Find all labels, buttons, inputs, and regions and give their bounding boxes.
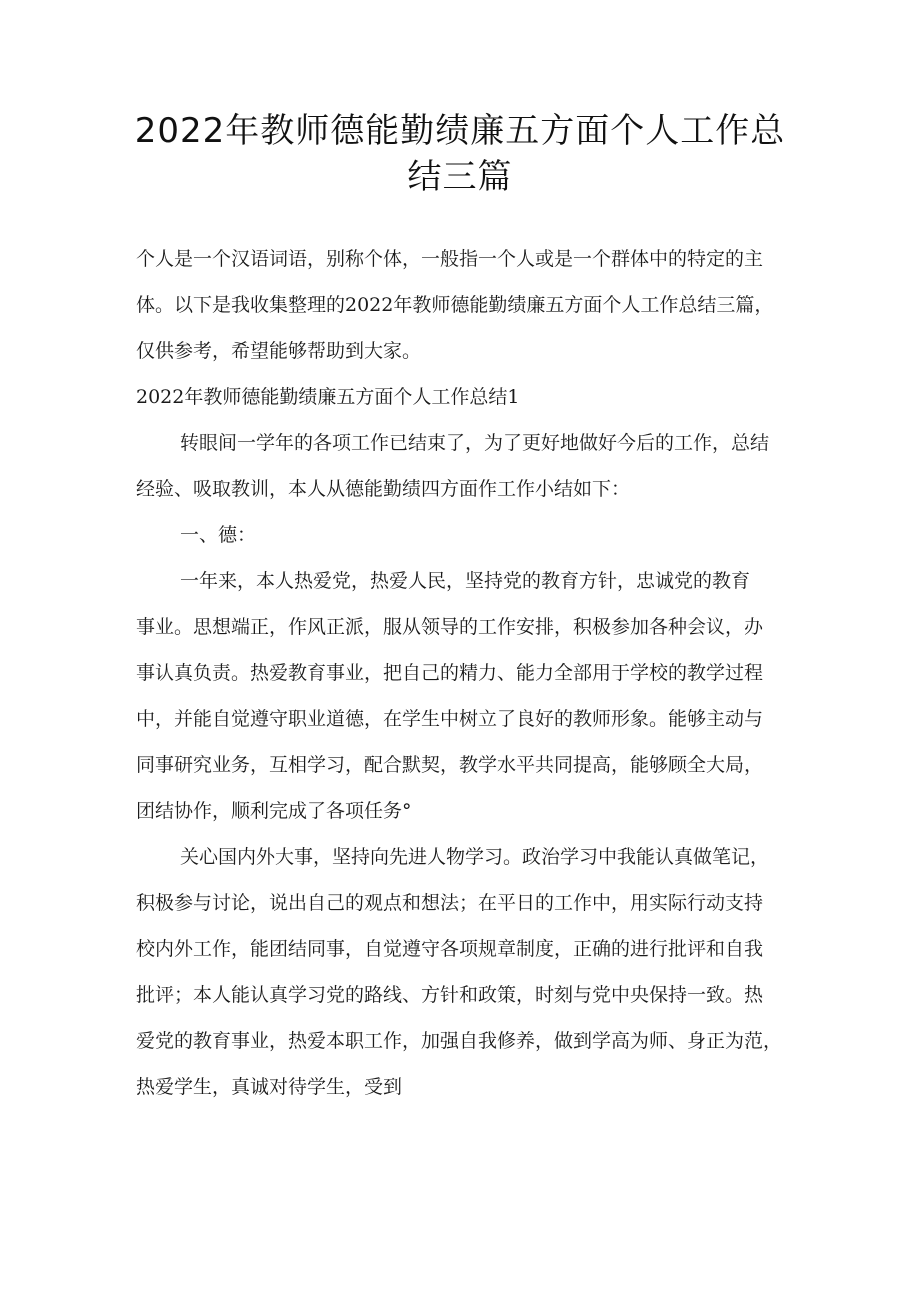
title-line: 结三篇	[407, 157, 513, 197]
paragraph-line: 经验、吸取教训，本人从德能勤绩四方面作工作小结如下：	[136, 478, 631, 500]
paragraph-line: 批评；本人能认真学习党的路线、方针和政策，时刻与党中央保持一致。热	[136, 984, 764, 1006]
paragraph-line: 转眼间一学年的各项工作已结束了，为了更好地做好今后的工作，总结	[180, 432, 770, 454]
paragraph-line: 积极参与讨论，说出自己的观点和想法；在平日的工作中，用实际行动支持	[136, 892, 764, 914]
paragraph-line: 校内外工作，能团结同事，自觉遵守各项规章制度，正确的进行批评和自我	[136, 938, 764, 960]
paragraph-line: 团结协作，顺利完成了各项任务°	[136, 800, 412, 822]
subheading: 一、德：	[180, 524, 257, 546]
title-line: 2022年教师德能勤绩廉五方面个人工作总	[134, 111, 786, 151]
document-body	[136, 236, 796, 1110]
paragraph-line: 一年来，本人热爱党，热爱人民，坚持党的教育方针，忠诚党的教育	[180, 570, 751, 592]
paragraph-line: 事业。思想端正，作风正派，服从领导的工作安排，积极参加各种会议，办	[136, 616, 764, 638]
document-title	[120, 106, 800, 198]
paragraph-line: 事认真负责。热爱教育事业，把自己的精力、能力全部用于学校的教学过程	[136, 662, 764, 684]
paragraph-line: 关心国内外大事，坚持向先进人物学习。政治学习中我能认真做笔记，	[180, 846, 770, 868]
section-heading: 2022年教师德能勤绩廉五方面个人工作总结1	[136, 386, 520, 408]
intro-line: 仅供参考，希望能够帮助到大家。	[136, 340, 422, 362]
intro-line: 个人是一个汉语词语，别称个体，一般指一个人或是一个群体中的特定的主	[136, 248, 764, 270]
paragraph-line: 爱党的教育事业，热爱本职工作，加强自我修养，做到学高为师、身正为范，	[136, 1030, 783, 1052]
paragraph-line: 同事研究业务，互相学习，配合默契，教学水平共同提高，能够顾全大局，	[136, 754, 764, 776]
intro-line: 体。以下是我收集整理的2022年教师德能勤绩廉五方面个人工作总结三篇，	[136, 294, 774, 316]
paragraph-line: 热爱学生，真诚对待学生，受到	[136, 1076, 403, 1098]
paragraph-line: 中，并能自觉遵守职业道德，在学生中树立了良好的教师形象。能够主动与	[136, 708, 764, 730]
